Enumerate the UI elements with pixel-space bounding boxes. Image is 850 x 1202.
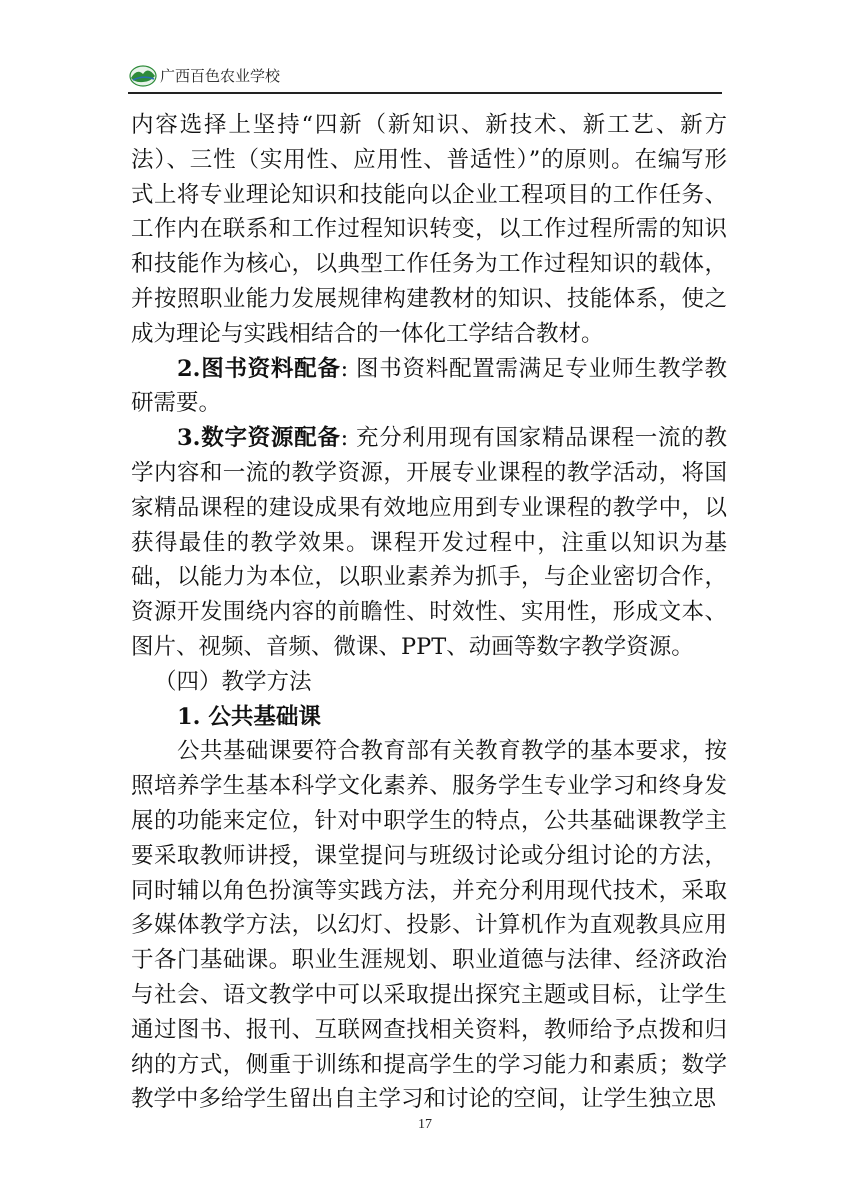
paragraph-textbook-principles: 内容选择上坚持“四新（新知识、新技术、新工艺、新方法）、三性（实用性、应用性、普适性）”的原则。在编写形式上将专业理论知识和技能向以企业工程项目的工作任务、工作内在联系和工作过程知识转变，以工作过程所需的知识和技能作为核心，以典型工作任务为工作过程知识的载体，并按照职业能力发展规律构建教材的知识、技能体系，使之成为理论与实践相结合的一体化工学结合教材。 bbox=[131, 112, 727, 347]
section-heading-teaching-methods: （四）教学方法 bbox=[154, 668, 312, 695]
page-header bbox=[128, 60, 722, 94]
library-resources-text: : 图书资料配置需满足专业师生教学教研需要。 bbox=[131, 355, 727, 417]
school-logo-icon bbox=[128, 62, 158, 88]
digital-resources-text: : 充分利用现有国家精品课程一流的教学内容和一流的教学资源，开展专业课程的教学活动，将国家精品课程的建设成果有效地应用到专业课程的教学中，以获得最佳的教学效果。课程开发过程中，注重以知识为基础，以能力为本位，以职业素养为抓手，与企业密切合作，资源开发围绕内容的前瞻性、时效性、实用性，形成文本、图片、视频、音频、微课、PPT、动画等数字教学资源。 bbox=[131, 425, 727, 660]
paragraph-library-resources bbox=[131, 352, 727, 422]
heading-public-basic-courses: 1. 公共基础课 bbox=[177, 703, 321, 730]
paragraph-digital-resources bbox=[131, 421, 727, 665]
library-resources-label: 2.图书资料配备 bbox=[177, 355, 341, 382]
school-name: 广西百色农业学校 bbox=[160, 67, 281, 85]
digital-resources-label: 3.数字资源配备 bbox=[177, 425, 341, 452]
document-body bbox=[131, 108, 727, 1117]
page-number: 17 bbox=[418, 1117, 432, 1132]
paragraph-public-basic-courses: 公共基础课要符合教育部有关教育教学的基本要求，按照培养学生基本科学文化素养、服务学生专业学习和终身发展的功能来定位，针对中职学生的特点，公共基础课教学主要采取教师讲授，课堂提问与班级讨论或分组讨论的方法，同时辅以角色扮演等实践方法，并充分利用现代技术，采取多媒体教学方法，以幻灯、投影、计算机作为直观教具应用于各门基础课。职业生涯规划、职业道德与法律、经济政治与社会、语文教学中可以采取提出探究主题或目标，让学生通过图书、报刊、互联网查找相关资料，教师给予点拨和归纳的方式，侧重于训练和提高学生的学习能力和素质；数学教学中多给学生留出自主学习和讨论的空间，让学生独立思 bbox=[131, 738, 727, 1113]
